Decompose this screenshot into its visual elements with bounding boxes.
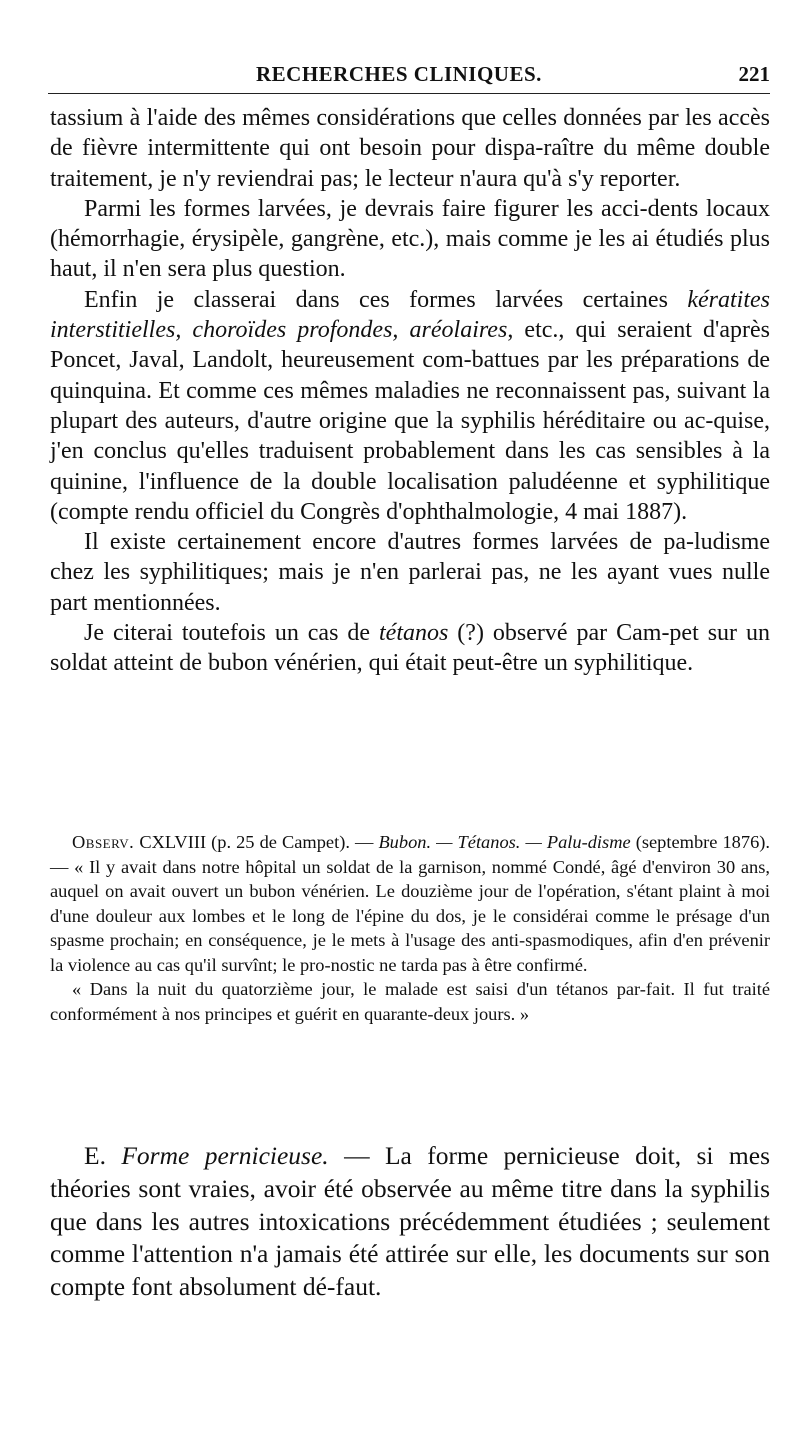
paragraph-5 — [50, 618, 770, 679]
observation-paragraph-1 — [50, 830, 770, 977]
section-title: Forme pernicieuse. — [121, 1141, 329, 1170]
paragraph-4: Il existe certainement encore d'autres formes larvées de pa-ludisme chez les syphilitiques; mais je n'en parlerai pas, ne les ayant vues nulle part mentionnées. — [50, 529, 770, 616]
section-paragraph — [50, 1140, 770, 1304]
main-text — [50, 103, 770, 679]
section-e — [50, 1140, 770, 1304]
paragraph-5-start: Je citerai toutefois un cas de — [84, 620, 380, 647]
paragraph-2: Parmi les formes larvées, je devrais faire figurer les acci-dents locaux (hémorrhagie, érysipèle, gangrène, etc.), mais comme je les ai étudiés plus haut, il n'en sera plus question. — [50, 195, 770, 283]
observation-text: (septembre 1876). — « Il y avait dans notre hôpital un soldat de la garnison, nommé Condé, âgé d'environ 30 ans, auquel on avait ouvert un bubon vénérien. Le douzième jour de l'opération, s'étant plaint à moi d'une douleur aux lombes et le long de l'épine du dos, je le considérai comme le présage d'un spasme prochain; en conséquence, je le mets à l'usage des anti-spasmodiques, afin d'en prévenir la violence au cas qu'il survînt; le pro-nostic ne tarda pas à être confirmé. — [50, 832, 770, 975]
paragraph-1: tassium à l'aide des mêmes considérations que celles données par les accès de fièvre intermittente qui ont besoin pour dispa-raître du même double traitement, je n'y reviendrai pas; le lecteur n'aura qu'à s'y reporter. — [50, 105, 770, 192]
paragraph-5-italic: tétanos — [379, 620, 449, 647]
paragraph-3-start: Enfin je classerai dans ces formes larvées certaines — [84, 286, 688, 313]
page-number: 221 — [738, 62, 770, 86]
section-body: — La forme pernicieuse doit, si mes théories sont vraies, avoir été observée au même titre dans la syphilis que dans les autres intoxications précédemment étudiées ; seulement comme l'attention n'a jamais été attirée sur elle, les documents sur son compte font absolument dé-faut. — [50, 1141, 770, 1302]
observation-ref: CXLVIII (p. 25 de Campet). — — [134, 832, 379, 852]
page-header — [48, 58, 770, 94]
paragraph-3-italic: kératites interstitielles, choroïdes profondes, aréolaires — [50, 286, 770, 344]
section-letter: E. — [84, 1141, 122, 1170]
paragraph-5-end: (?) observé par Cam-pet sur un soldat atteint de bubon vénérien, qui était peut-être un syphilitique. — [50, 620, 771, 677]
observation-title: Bubon. — Tétanos. — Palu-disme — [378, 832, 631, 852]
paragraph-3 — [50, 285, 770, 527]
observation-label: Observ. — [72, 832, 135, 852]
paragraph-3-end: , etc., qui seraient d'après Poncet, Javal, Landolt, heureusement com-battues par les préparations de quinquina. Et comme ces mêmes maladies ne reconnaissent pas, suivant la plupart des auteurs, d'autre origine que la syphilis héréditaire ou ac-quise, j'en conclus qu'elles traduisent probablement dans les cas sensibles à la quinine, l'influence de la double localisation paludéenne et syphilitique (compte rendu officiel du Congrès d'ophthalmologie, 4 mai 1887). — [50, 317, 770, 525]
running-head: RECHERCHES CLINIQUES. — [256, 62, 542, 86]
observation-paragraph-2: « Dans la nuit du quatorzième jour, le malade est saisi d'un tétanos par-fait. Il fut traité conformément à nos principes et guérit en quarante-deux jours. » — [50, 979, 770, 1024]
observation-block — [50, 830, 770, 1026]
